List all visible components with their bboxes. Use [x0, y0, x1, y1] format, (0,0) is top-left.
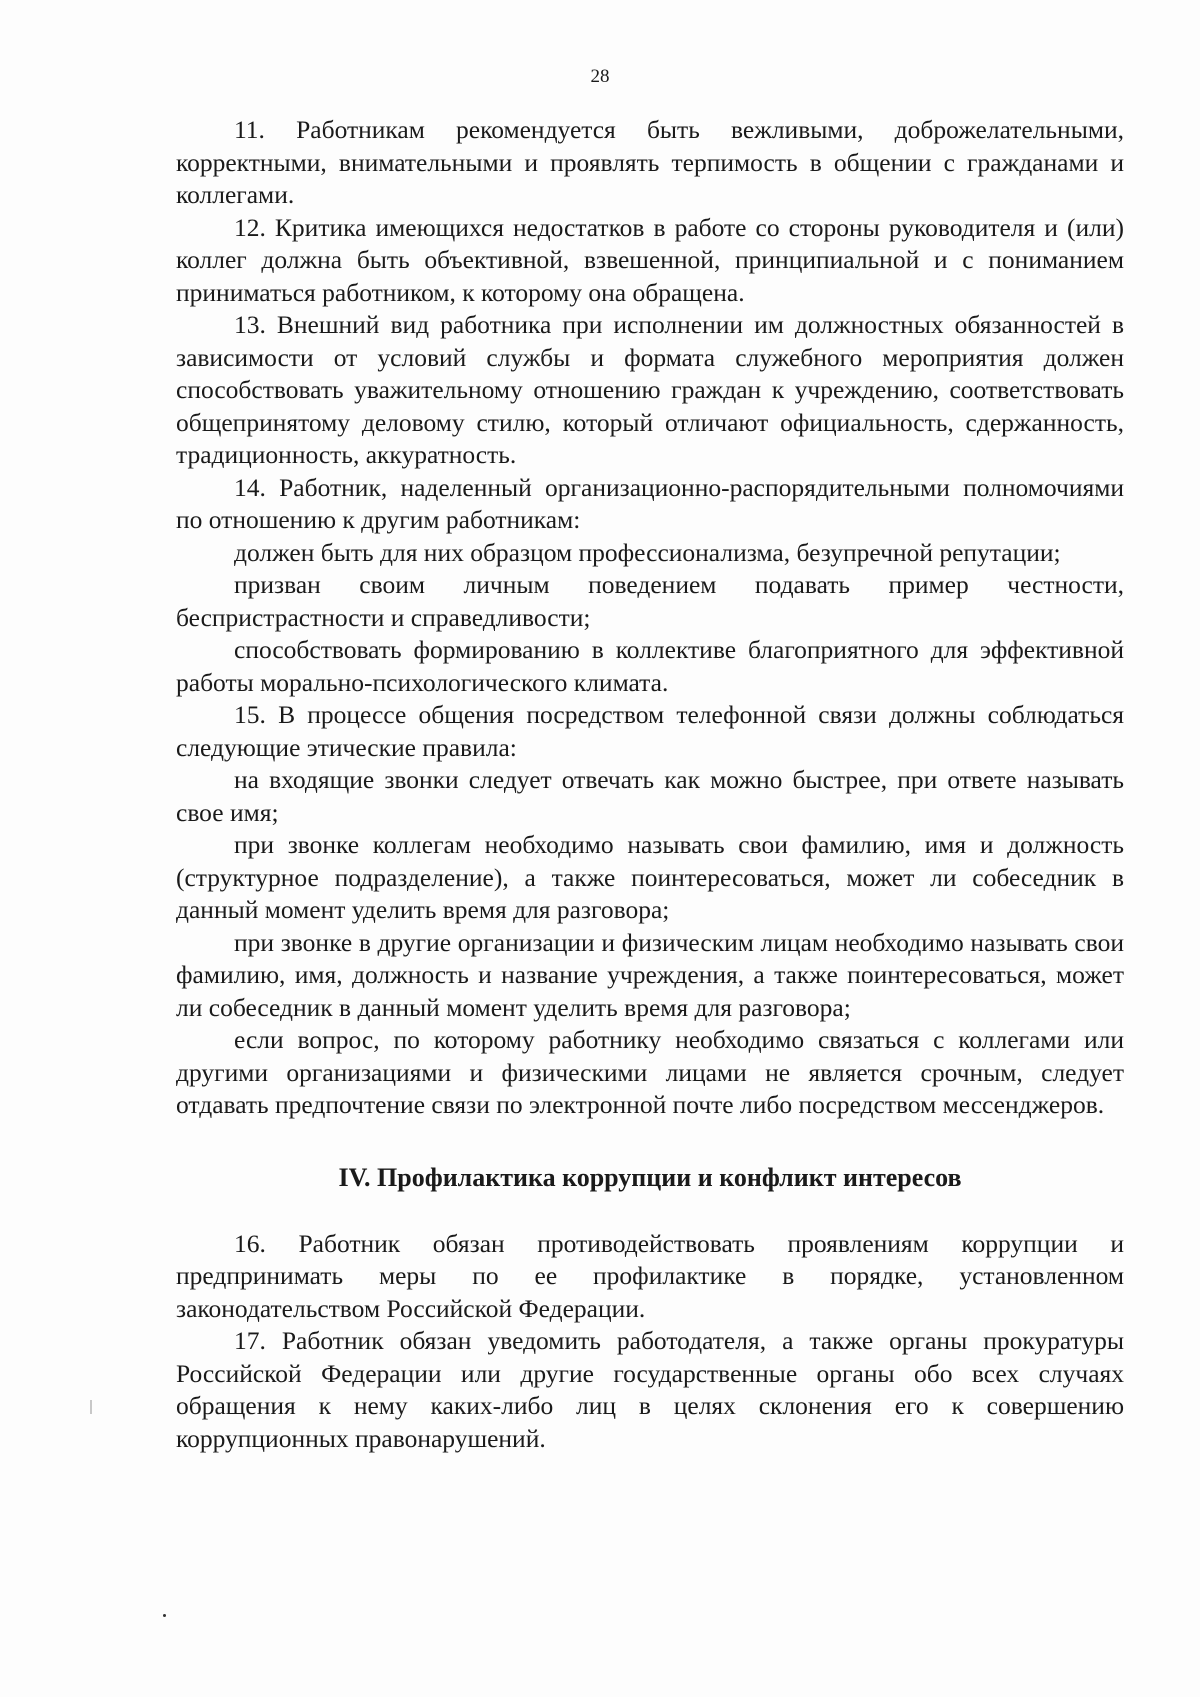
paragraph-12: 12. Критика имеющихся недостатков в работе со стороны руководителя и (или) коллег должна быть объективной, взвешенной, принципиальной и с пониманием приниматься работником, к которому она обращена. — [176, 212, 1124, 307]
paragraph-14-item-3: способствовать формированию в коллективе благоприятного для эффективной работы морально-психологического климата. — [176, 635, 1124, 697]
page-number: 28 — [590, 66, 610, 87]
paragraph-11: 11. Работникам рекомендуется быть вежливыми, доброжелательными, корректными, внимательными и проявлять терпимость в общении с гражданами и коллегами. — [176, 115, 1124, 209]
document-body — [176, 114, 1124, 1455]
scan-speck — [163, 1614, 166, 1617]
paragraph-15-item-1: на входящие звонки следует отвечать как можно быстрее, при ответе называть свое имя; — [176, 765, 1124, 827]
paragraph-16: 16. Работник обязан противодействовать проявлениям коррупции и предпринимать меры по ее профилактике в порядке, установленном законодательством Российской Федерации. — [176, 1228, 1124, 1323]
paragraph-13: 13. Внешний вид работника при исполнении им должностных обязанностей в зависимости от условий службы и формата служебного мероприятия должен способствовать уважительному отношению граждан к учреждению, соответствовать общепринятому деловому стилю, который отличают официальность, сдержанность, традиционность, аккуратность. — [176, 310, 1124, 469]
paragraph-14-item-1: должен быть для них образцом профессионализма, безупречной репутации; — [234, 537, 1061, 567]
paragraph-15-item-4: если вопрос, по которому работнику необходимо связаться с коллегами или другими организациями и физическими лицами не является срочным, следует отдавать предпочтение связи по электронной почте либо посредством мессенджеров. — [176, 1025, 1124, 1119]
paragraph-15: 15. В процессе общения посредством телефонной связи должны соблюдаться следующие этические правила: — [176, 700, 1124, 762]
section-heading: IV. Профилактика коррупции и конфликт интересов — [338, 1162, 962, 1192]
paragraph-15-item-2: при звонке коллегам необходимо называть свои фамилию, имя и должность (структурное подразделение), а также поинтересоваться, может ли собеседник в данный момент уделить время для разговора; — [176, 830, 1124, 924]
paragraph-14: 14. Работник, наделенный организационно-распорядительными полномочиями по отношению к другим работникам: — [176, 472, 1124, 534]
paragraph-14-item-2: призван своим личным поведением подавать пример честности, беспристрастности и справедливости; — [176, 570, 1124, 632]
scan-margin-mark — [90, 1400, 92, 1414]
paragraph-17: 17. Работник обязан уведомить работодателя, а также органы прокуратуры Российской Федерации или другие государственные органы обо всех случаях обращения к нему каких-либо лиц в целях склонения его к совершению коррупционных правонарушений. — [176, 1326, 1124, 1453]
paragraph-15-item-3: при звонке в другие организации и физическим лицам необходимо называть свои фамилию, имя, должность и название учреждения, а также поинтересоваться, может ли собеседник в данный момент уделить время для разговора; — [176, 927, 1124, 1022]
